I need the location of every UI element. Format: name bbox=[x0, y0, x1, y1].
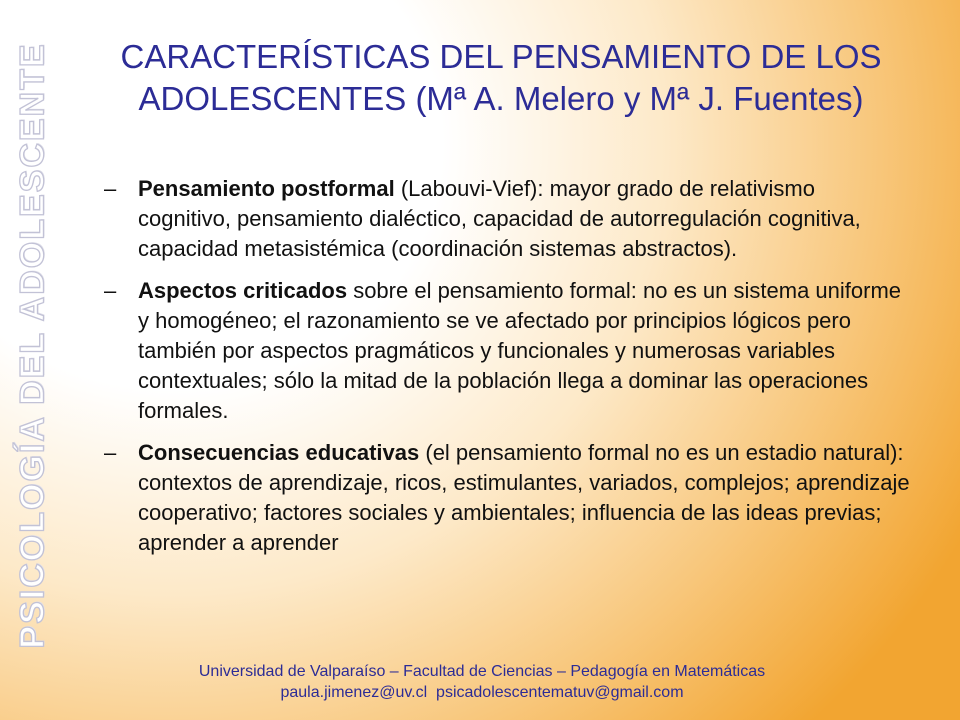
bullet-dash: – bbox=[104, 176, 117, 201]
vertical-course-title bbox=[6, 0, 60, 690]
footer bbox=[60, 661, 904, 703]
slide-title-line-1: CARACTERÍSTICAS DEL PENSAMIENTO DE LOS bbox=[120, 38, 882, 75]
bullet-item bbox=[100, 438, 910, 558]
bullet-dash: – bbox=[104, 440, 117, 465]
bullet-list bbox=[100, 174, 910, 570]
vertical-course-title-text: PSICOLOGÍA DEL ADOLESCENTE bbox=[13, 41, 52, 649]
bullet-heading: Aspectos criticados bbox=[138, 278, 348, 303]
slide-title bbox=[62, 36, 940, 120]
bullet-heading: Consecuencias educativas bbox=[138, 440, 420, 465]
bullet-item bbox=[100, 276, 910, 426]
slide-title-line-2: ADOLESCENTES (Mª A. Melero y Mª J. Fuentes) bbox=[138, 80, 864, 117]
bullet-heading: Pensamiento postformal bbox=[138, 176, 395, 201]
footer-contact: paula.jimenez@uv.cl psicadolescentematuv@gmail.com bbox=[280, 684, 684, 701]
bullet-item bbox=[100, 174, 910, 264]
bullet-text: (el pensamiento formal no es un estadio natural): contextos de aprendizaje, ricos, estimulantes, variados, complejos; aprendizaje cooperativo; factores sociales y ambientales; influencia de las ideas previas; aprender a aprender bbox=[138, 440, 910, 555]
bullet-text: (Labouvi-Vief): mayor grado de relativismo cognitivo, pensamiento dialéctico, capacidad de autorregulación cognitiva, capacidad metasistémica (coordinación sistemas abstractos). bbox=[138, 176, 861, 261]
footer-institution: Universidad de Valparaíso – Facultad de Ciencias – Pedagogía en Matemáticas bbox=[198, 663, 766, 680]
bullet-text: sobre el pensamiento formal: no es un sistema uniforme y homogéneo; el razonamiento se ve afectado por principios lógicos pero también por aspectos pragmáticos y funcionales y numerosas variables contextuales; sólo la mitad de la población llega a dominar las operaciones formales. bbox=[138, 278, 902, 423]
bullet-dash: – bbox=[104, 278, 117, 303]
